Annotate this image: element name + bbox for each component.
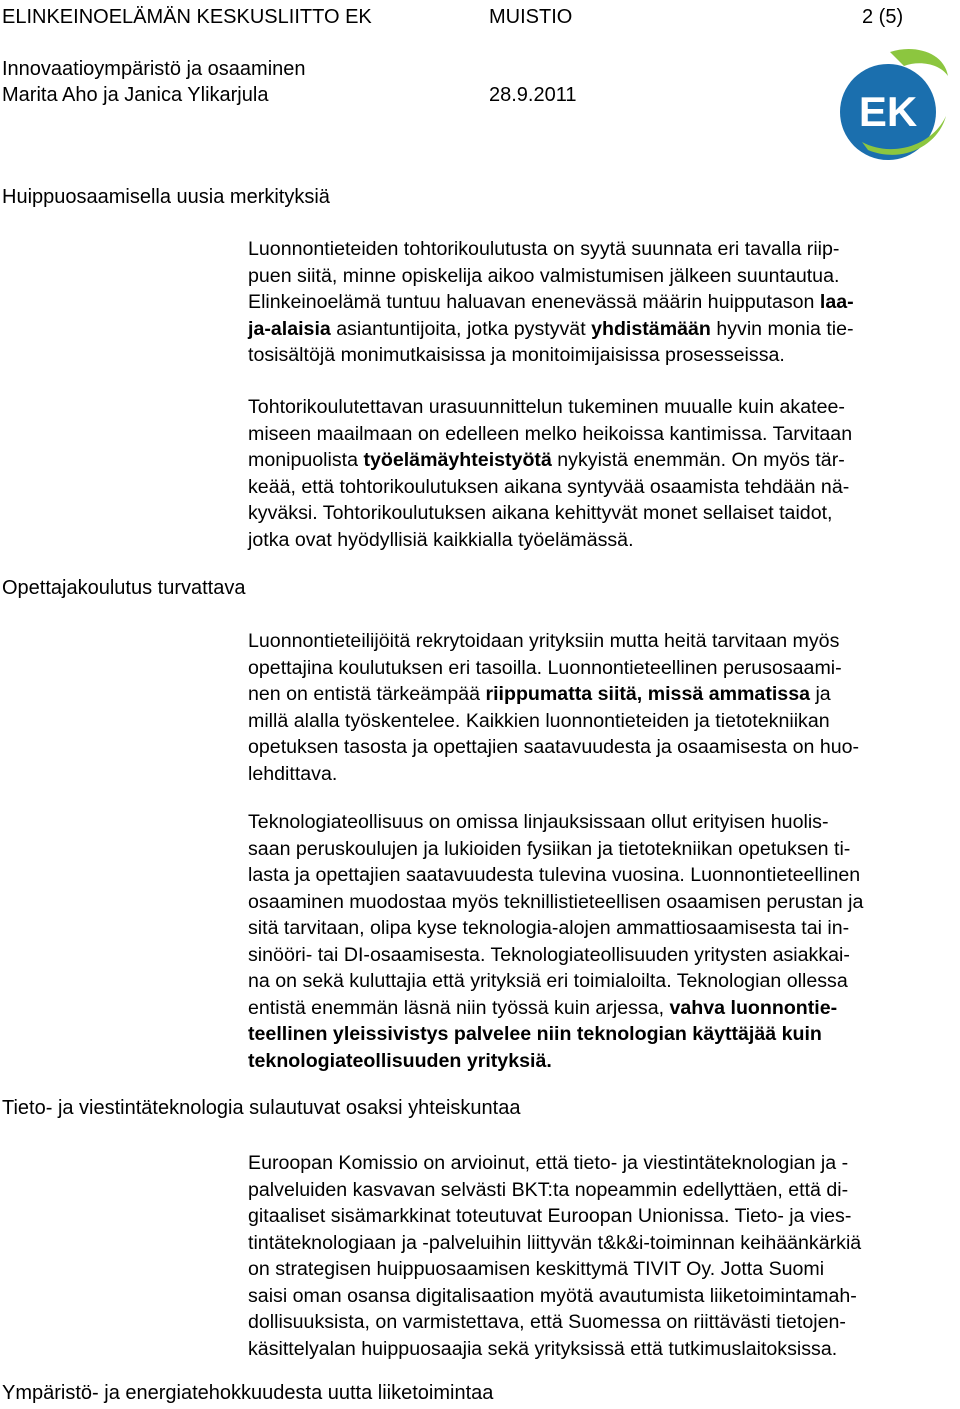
bold-phrase: yhdistämään <box>591 317 711 340</box>
text-line: miseen maailmaan on edelleen melko heikoissa kantimissa. Tarvitaan <box>248 422 853 445</box>
text-line <box>248 1048 954 1075</box>
text-line: on strategisen huippuosaamisen keskittymä TIVIT Oy. Jotta Suomi <box>248 1258 825 1280</box>
paragraph-urasuunnittelu <box>248 394 954 553</box>
section-heading-ymparisto-energia: Ympäristö- ja energiatehokkuudesta uutta liiketoimintaa <box>2 1382 494 1404</box>
header-authors: Marita Aho ja Janica Ylikarjula <box>2 84 269 106</box>
text-line: puen siitä, minne opiskelija aikoo valmistumisen jälkeen suuntautua. <box>248 264 840 287</box>
text-line: saisi oman osansa digitalisaation myötä avautumista liiketoimintamah- <box>248 1284 857 1307</box>
paragraph-euroopan-komissio <box>248 1150 954 1362</box>
bold-phrase: työelämäyhteistyötä <box>363 449 552 471</box>
text-line: opetuksen tasosta ja opettajien saatavuudesta ja osaamisesta on huo- <box>248 736 860 758</box>
paragraph-luonnontieteilijat <box>248 628 954 787</box>
section-heading-huippuosaaminen: Huippuosaamisella uusia merkityksiä <box>2 186 330 208</box>
bold-phrase: vahva luonnontie- <box>669 996 838 1019</box>
text-line: ja-alaisia asiantuntijoita, jotka pystyvät yhdistämään hyvin monia tie- <box>248 317 854 340</box>
text-line: Elinkeinoelämä tuntuu haluavan enenevässä määrin huipputason laa- <box>248 291 854 313</box>
text-line: lehdittava. <box>248 762 338 785</box>
text-line: palveluiden kasvavan selvästi BKT:ta nopeammin edellyttäen, että di- <box>248 1178 849 1201</box>
header-page-number: 2 (5) <box>862 6 904 28</box>
bold-phrase: riippumatta siitä, missä ammatissa <box>485 683 810 705</box>
section-heading-opettajakoulutus: Opettajakoulutus turvattava <box>2 577 246 599</box>
text-line: gitaaliset sisämarkkinat toteutuvat Euroopan Unionissa. Tieto- ja vies- <box>248 1205 852 1227</box>
text-line: Teknologiateollisuus on omissa linjauksissaan ollut erityisen huolis- <box>248 811 829 833</box>
text-line: entistä enemmän läsnä niin työssä kuin arjessa, vahva luonnontie- <box>248 996 838 1019</box>
header-unit: Innovaatioympäristö ja osaaminen <box>2 58 306 80</box>
text-line: kyväksi. Tohtorikoulutuksen aikana kehittyvät monet sellaiset taidot, <box>248 502 833 524</box>
text-line: keää, että tohtorikoulutuksen aikana syntyvää osaamista tehdään nä- <box>248 475 850 498</box>
text-line: Luonnontieteilijöitä rekrytoidaan yrityksiin mutta heitä tarvitaan myös <box>248 630 840 652</box>
header-doc-type: MUISTIO <box>489 6 573 28</box>
text-line: saan peruskoulujen ja lukioiden fysiikan ja tietotekniikan opetuksen ti- <box>248 837 851 860</box>
section-heading-tieto-viestintateknologia: Tieto- ja viestintäteknologia sulautuvat osaksi yhteiskuntaa <box>2 1097 521 1119</box>
text-line: sinööri- tai DI-osaamisesta. Teknologiateollisuuden yritysten asiakkai- <box>248 943 850 966</box>
bold-phrase: ja-alaisia <box>248 317 331 340</box>
text-line: Luonnontieteiden tohtorikoulutusta on syytä suunnata eri tavalla riip- <box>248 238 840 260</box>
bold-phrase: laa- <box>819 291 854 313</box>
text-line: millä alalla työskentelee. Kaikkien luonnontieteiden ja tietotekniikan <box>248 709 830 732</box>
text-line: sitä tarvitaan, olipa kyse teknologia-alojen ammattiosaamisesta tai in- <box>248 917 850 939</box>
text-line: opettajina koulutuksen eri tasoilla. Luonnontieteellinen perusosaami- <box>248 656 842 679</box>
text-line: Tohtorikoulutettavan urasuunnittelun tukeminen muualle kuin akatee- <box>248 396 845 418</box>
text-line: tosisältöjä monimutkaisissa ja monitoimijaisissa prosesseissa. <box>248 344 785 366</box>
logo-text: EK <box>858 88 918 135</box>
header-date: 28.9.2011 <box>489 84 577 106</box>
paragraph-teknologiateollisuus <box>248 809 954 1074</box>
paragraph-tohtorikoulutus <box>248 236 954 369</box>
text-line: dollisuuksista, on varmistettava, että Suomessa on riittävästi tietojen- <box>248 1311 846 1333</box>
text-line: jotka ovat hyödyllisiä kaikkialla työelämässä. <box>248 528 634 551</box>
text-line: Euroopan Komissio on arvioinut, että tieto- ja viestintäteknologian ja - <box>248 1152 849 1174</box>
bold-phrase: teellinen yleissivistys palvelee niin teknologian käyttäjää kuin <box>248 1023 822 1045</box>
text-line: monipuolista työelämäyhteistyötä nykyistä enemmän. On myös tär- <box>248 449 845 471</box>
text-line: lasta ja opettajien saatavuudesta tulevina vuosina. Luonnontieteellinen <box>248 864 861 886</box>
text-line: tintäteknologiaan ja -palveluihin liittyvän t&k&i-toiminnan keihäänkärkiä <box>248 1231 862 1254</box>
ek-logo <box>832 46 950 164</box>
bold-phrase: teknologiateollisuuden yrityksiä. <box>248 1049 552 1072</box>
text-line: na on sekä kuluttajia että yrityksiä eri toimialoilta. Teknologian ollessa <box>248 970 848 992</box>
text-line: käsittelyalan huippuosaajia sekä yrityksissä että tutkimuslaitoksissa. <box>248 1337 838 1360</box>
text-line: nen on entistä tärkeämpää riippumatta siitä, missä ammatissa ja <box>248 683 831 705</box>
text-line: osaaminen muodostaa myös teknillistieteellisen osaamisen perustan ja <box>248 890 864 913</box>
header-org: ELINKEINOELÄMÄN KESKUSLIITTO EK <box>2 6 372 28</box>
text-line <box>248 1021 954 1048</box>
